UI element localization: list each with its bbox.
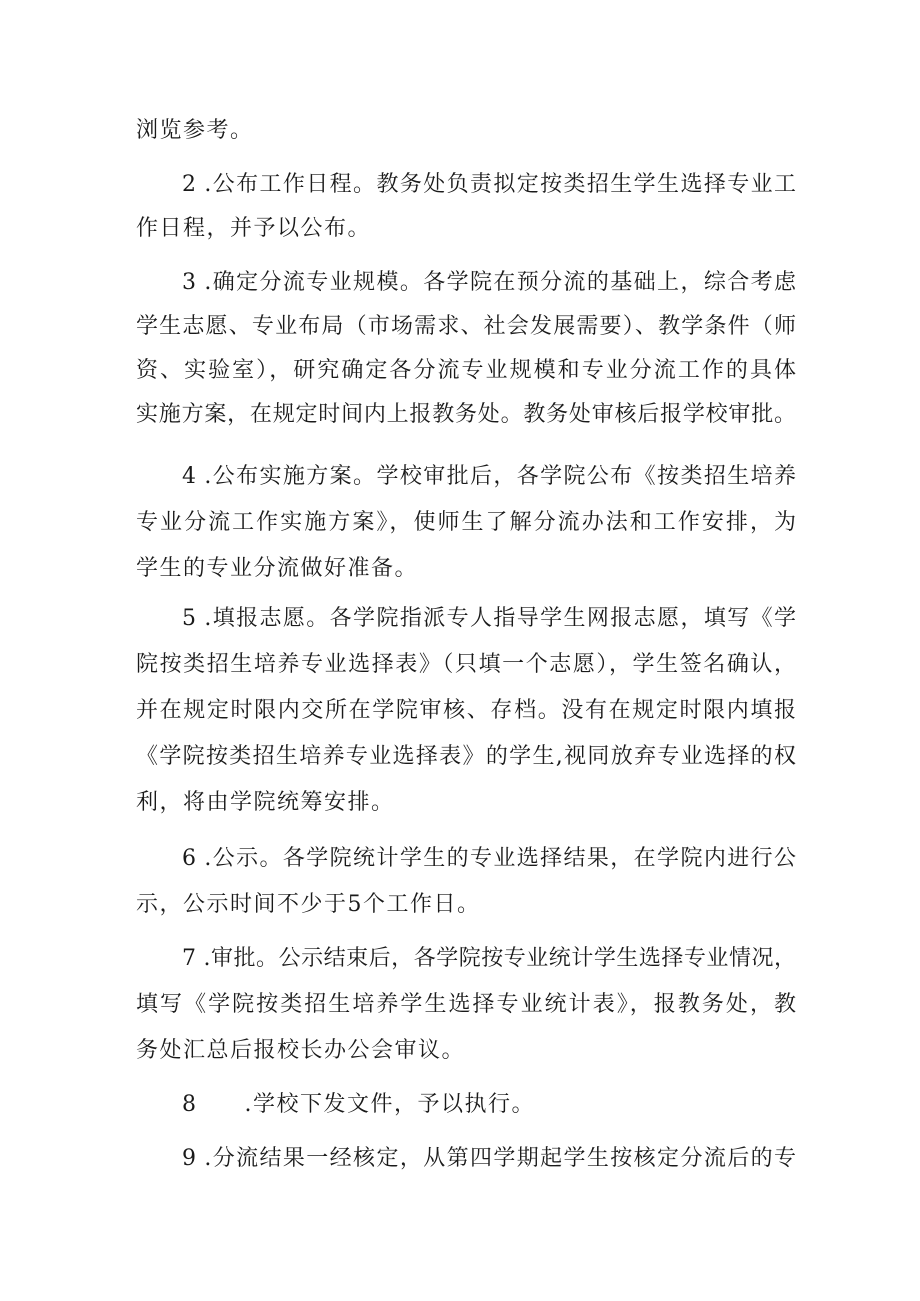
list-item-6-line: 6 .公示。各学院统计学生的专业选择结果，在学院内进行公: [182, 846, 796, 871]
text-line: 专业分流工作实施方案》，使师生了解分流办法和工作安排，为: [136, 510, 796, 535]
text-line: 《学院按类招生培养专业选择表》的学生,视同放弃专业选择的权: [136, 744, 796, 769]
text-line: 并在规定时限内交所在学院审核、存档。没有在规定时限内填报: [136, 698, 796, 723]
text-line: 学生志愿、专业布局（市场需求、社会发展需要）、教学条件（师: [136, 314, 796, 339]
list-item-8-line: 8 .学校下发文件，予以执行。: [182, 1092, 535, 1117]
text-line: 实施方案，在规定时间内上报教务处。教务处审核后报学校审批。: [136, 402, 796, 427]
list-item-7-line: 7 .审批。公示结束后，各学院按专业统计学生选择专业情况，: [182, 946, 796, 971]
list-item-4-line: 4 .公布实施方案。学校审批后，各学院公布《按类招生培养: [182, 464, 796, 489]
text-line: 学生的专业分流做好准备。: [136, 556, 419, 581]
text-line: 填写《学院按类招生培养学生选择专业统计表》，报教务处，教: [136, 992, 796, 1017]
list-item-3-line: 3 .确定分流专业规模。各学院在预分流的基础上，综合考虑: [182, 270, 796, 295]
text-line: 资、实验室），研究确定各分流专业规模和专业分流工作的具体: [136, 358, 796, 383]
text-line: 务处汇总后报校长办公会审议。: [136, 1038, 466, 1063]
text-line: 作日程，并予以公布。: [136, 216, 372, 241]
list-item-9-line: 9 .分流结果一经核定，从第四学期起学生按核定分流后的专: [182, 1146, 796, 1171]
text-line: 示，公示时间不少于5个工作日。: [136, 892, 481, 917]
list-item-2-line: 2 .公布工作日程。教务处负责拟定按类招生学生选择专业工: [182, 172, 796, 197]
text-line: 院按类招生培养专业选择表》（只填一个志愿），学生签名确认，: [136, 652, 796, 677]
list-item-5-line: 5 .填报志愿。各学院指派专人指导学生网报志愿，填写《学: [182, 606, 796, 631]
text-line: 利，将由学院统筹安排。: [136, 790, 395, 815]
text-line: 浏览参考。: [136, 118, 254, 143]
